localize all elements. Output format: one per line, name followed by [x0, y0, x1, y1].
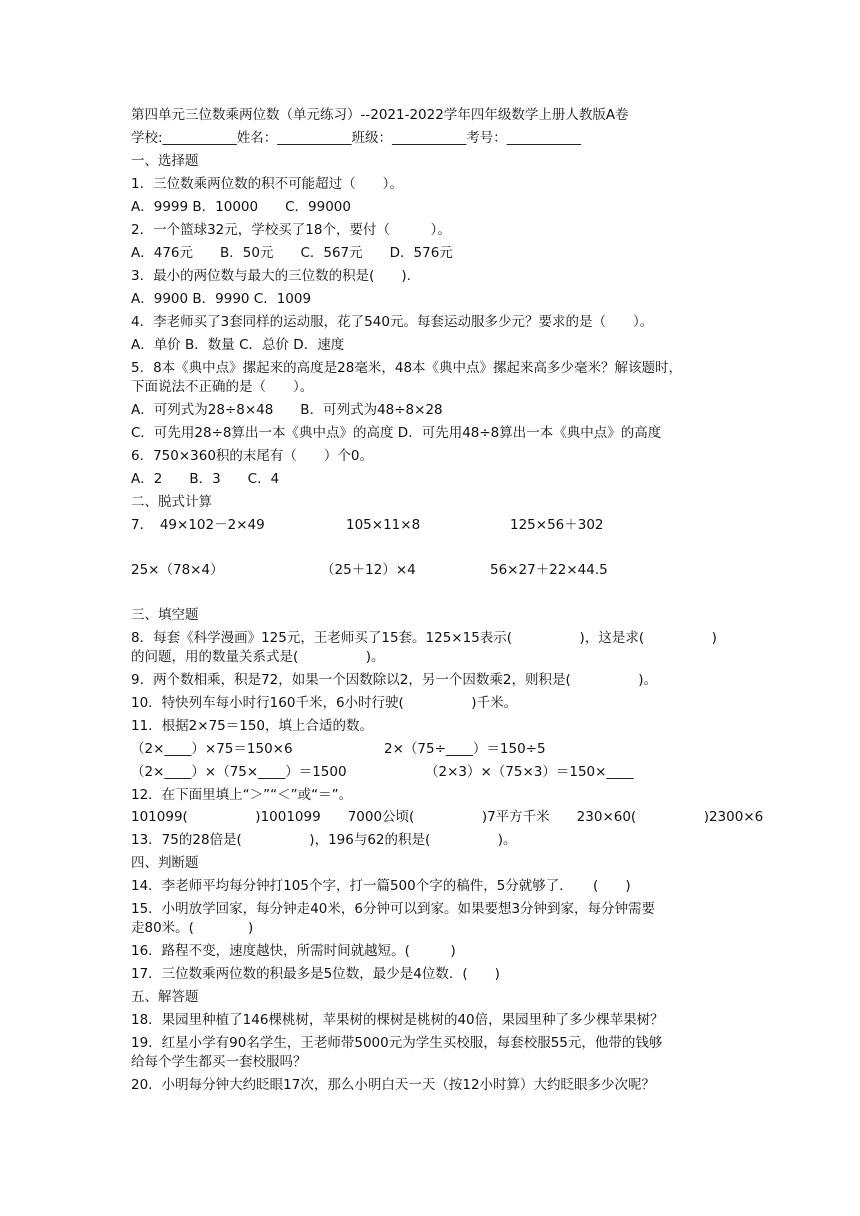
question-4-stem: 4．李老师买了3套同样的运动服，花了540元。每套运动服多少元？要求的是（ ）。: [131, 314, 654, 330]
question-11-item-d: （2×3）×（75×3）＝150×____: [425, 764, 634, 780]
question-20: 20．小明每分钟大约眨眼17次，那么小明白天一天（按12小时算）大约眨眼多少次呢？: [131, 1077, 656, 1093]
question-5-options-line2: C．可先用28÷8算出一本《典中点》的高度 D．可先用48÷8算出一本《典中点》的高度: [131, 425, 662, 441]
question-12-stem: 12．在下面里填上“＞”“＜”或“＝”。: [131, 787, 353, 803]
section-heading-choice: 一、选择题: [131, 153, 199, 169]
question-14: 14．李老师平均每分钟打105个字，打一篇500个字的稿件，5分就够了． ( ): [131, 878, 631, 894]
question-2-options: A．476元 B．50元 C．567元 D．576元: [131, 245, 453, 261]
question-11-item-c: （2×____）×（75×____）＝1500: [131, 764, 347, 780]
question-9: 9．两个数相乘，积是72，如果一个因数除以2，另一个因数乘2，则积是( )。: [131, 672, 657, 688]
question-7-expression-c: 125×56＋302: [510, 517, 604, 533]
question-13: 13．75的28倍是( )，196与62的积是( )。: [131, 832, 517, 848]
question-11-stem: 11．根据2×75＝150，填上合适的数。: [131, 718, 374, 734]
section-heading-fill-blank: 三、填空题: [131, 607, 199, 623]
question-12-items: 101099( )1001099 7000公顷( )7平方千米 230×60( )2300×6: [131, 809, 764, 825]
question-7-expression-b: 105×11×8: [346, 517, 421, 533]
question-7-expression-a: 7． 49×102－2×49: [131, 517, 265, 533]
question-6-stem: 6．750×360积的末尾有（ ）个0。: [131, 448, 374, 464]
question-5-stem-line2: 下面说法不正确的是（ ）。: [131, 379, 314, 395]
document-title: 第四单元三位数乘两位数（单元练习）--2021-2022学年四年级数学上册人教版A卷: [131, 107, 629, 123]
question-3-options: A．9900 B．9990 C．1009: [131, 291, 312, 307]
question-6-options: A．2 B．3 C．4: [131, 471, 280, 487]
question-2-stem: 2．一个篮球32元，学校买了18个，要付（ ）。: [131, 222, 451, 238]
section-heading-true-false: 四、判断题: [131, 855, 199, 871]
question-11-item-b: 2×（75÷____）＝150÷5: [384, 741, 546, 757]
question-3-stem: 3．最小的两位数与最大的三位数的积是( ).: [131, 268, 411, 284]
question-7-expression-f: 56×27＋22×44.5: [490, 562, 608, 578]
question-1-stem: 1．三位数乘两位数的积不可能超过（ ）。: [131, 176, 403, 192]
question-17: 17．三位数乘两位数的积最多是5位数，最少是4位数．( ): [131, 966, 500, 982]
question-8-line2: 的问题，用的数量关系式是( )。: [131, 649, 385, 665]
question-19-line2: 给每个学生都买一套校服吗？: [131, 1054, 307, 1070]
question-18: 18．果园里种植了146棵桃树，苹果树的棵树是桃树的40倍，果园里种了多少棵苹果树？: [131, 1012, 664, 1028]
question-8-line1: 8．每套《科学漫画》125元，王老师买了15套。125×15表示( )，这是求( ): [131, 630, 717, 646]
section-heading-calculation: 二、脱式计算: [131, 494, 212, 510]
student-info-line: 学校:___________姓名：___________班级：___________考号：___________: [131, 130, 582, 146]
question-4-options: A．单价 B．数量 C．总价 D．速度: [131, 337, 345, 353]
question-5-options-line1: A．可列式为28÷8×48 B．可列式为48÷8×28: [131, 402, 443, 418]
question-15-line1: 15．小明放学回家，每分钟走40米，6分钟可以到家。如果要想3分钟到家，每分钟需要: [131, 901, 656, 917]
question-7-expression-d: 25×（78×4）: [131, 562, 224, 578]
question-19-line1: 19．红星小学有90名学生，王老师带5000元为学生买校服，每套校服55元，他带的钱够: [131, 1035, 663, 1051]
question-16: 16．路程不变，速度越快，所需时间就越短。( ): [131, 943, 456, 959]
question-15-line2: 走80米。( ): [131, 920, 254, 936]
question-10: 10．特快列车每小时行160千米，6小时行驶( )千米。: [131, 695, 518, 711]
question-1-options: A．9999 B．10000 C．99000: [131, 199, 351, 215]
question-5-stem-line1: 5．8本《典中点》摞起来的高度是28毫米，48本《典中点》摞起来高多少毫米？解该题时，: [131, 360, 683, 376]
question-7-expression-e: （25＋12）×4: [321, 562, 416, 578]
question-11-item-a: （2×____）×75＝150×6: [131, 741, 293, 757]
section-heading-problems: 五、解答题: [131, 989, 199, 1005]
